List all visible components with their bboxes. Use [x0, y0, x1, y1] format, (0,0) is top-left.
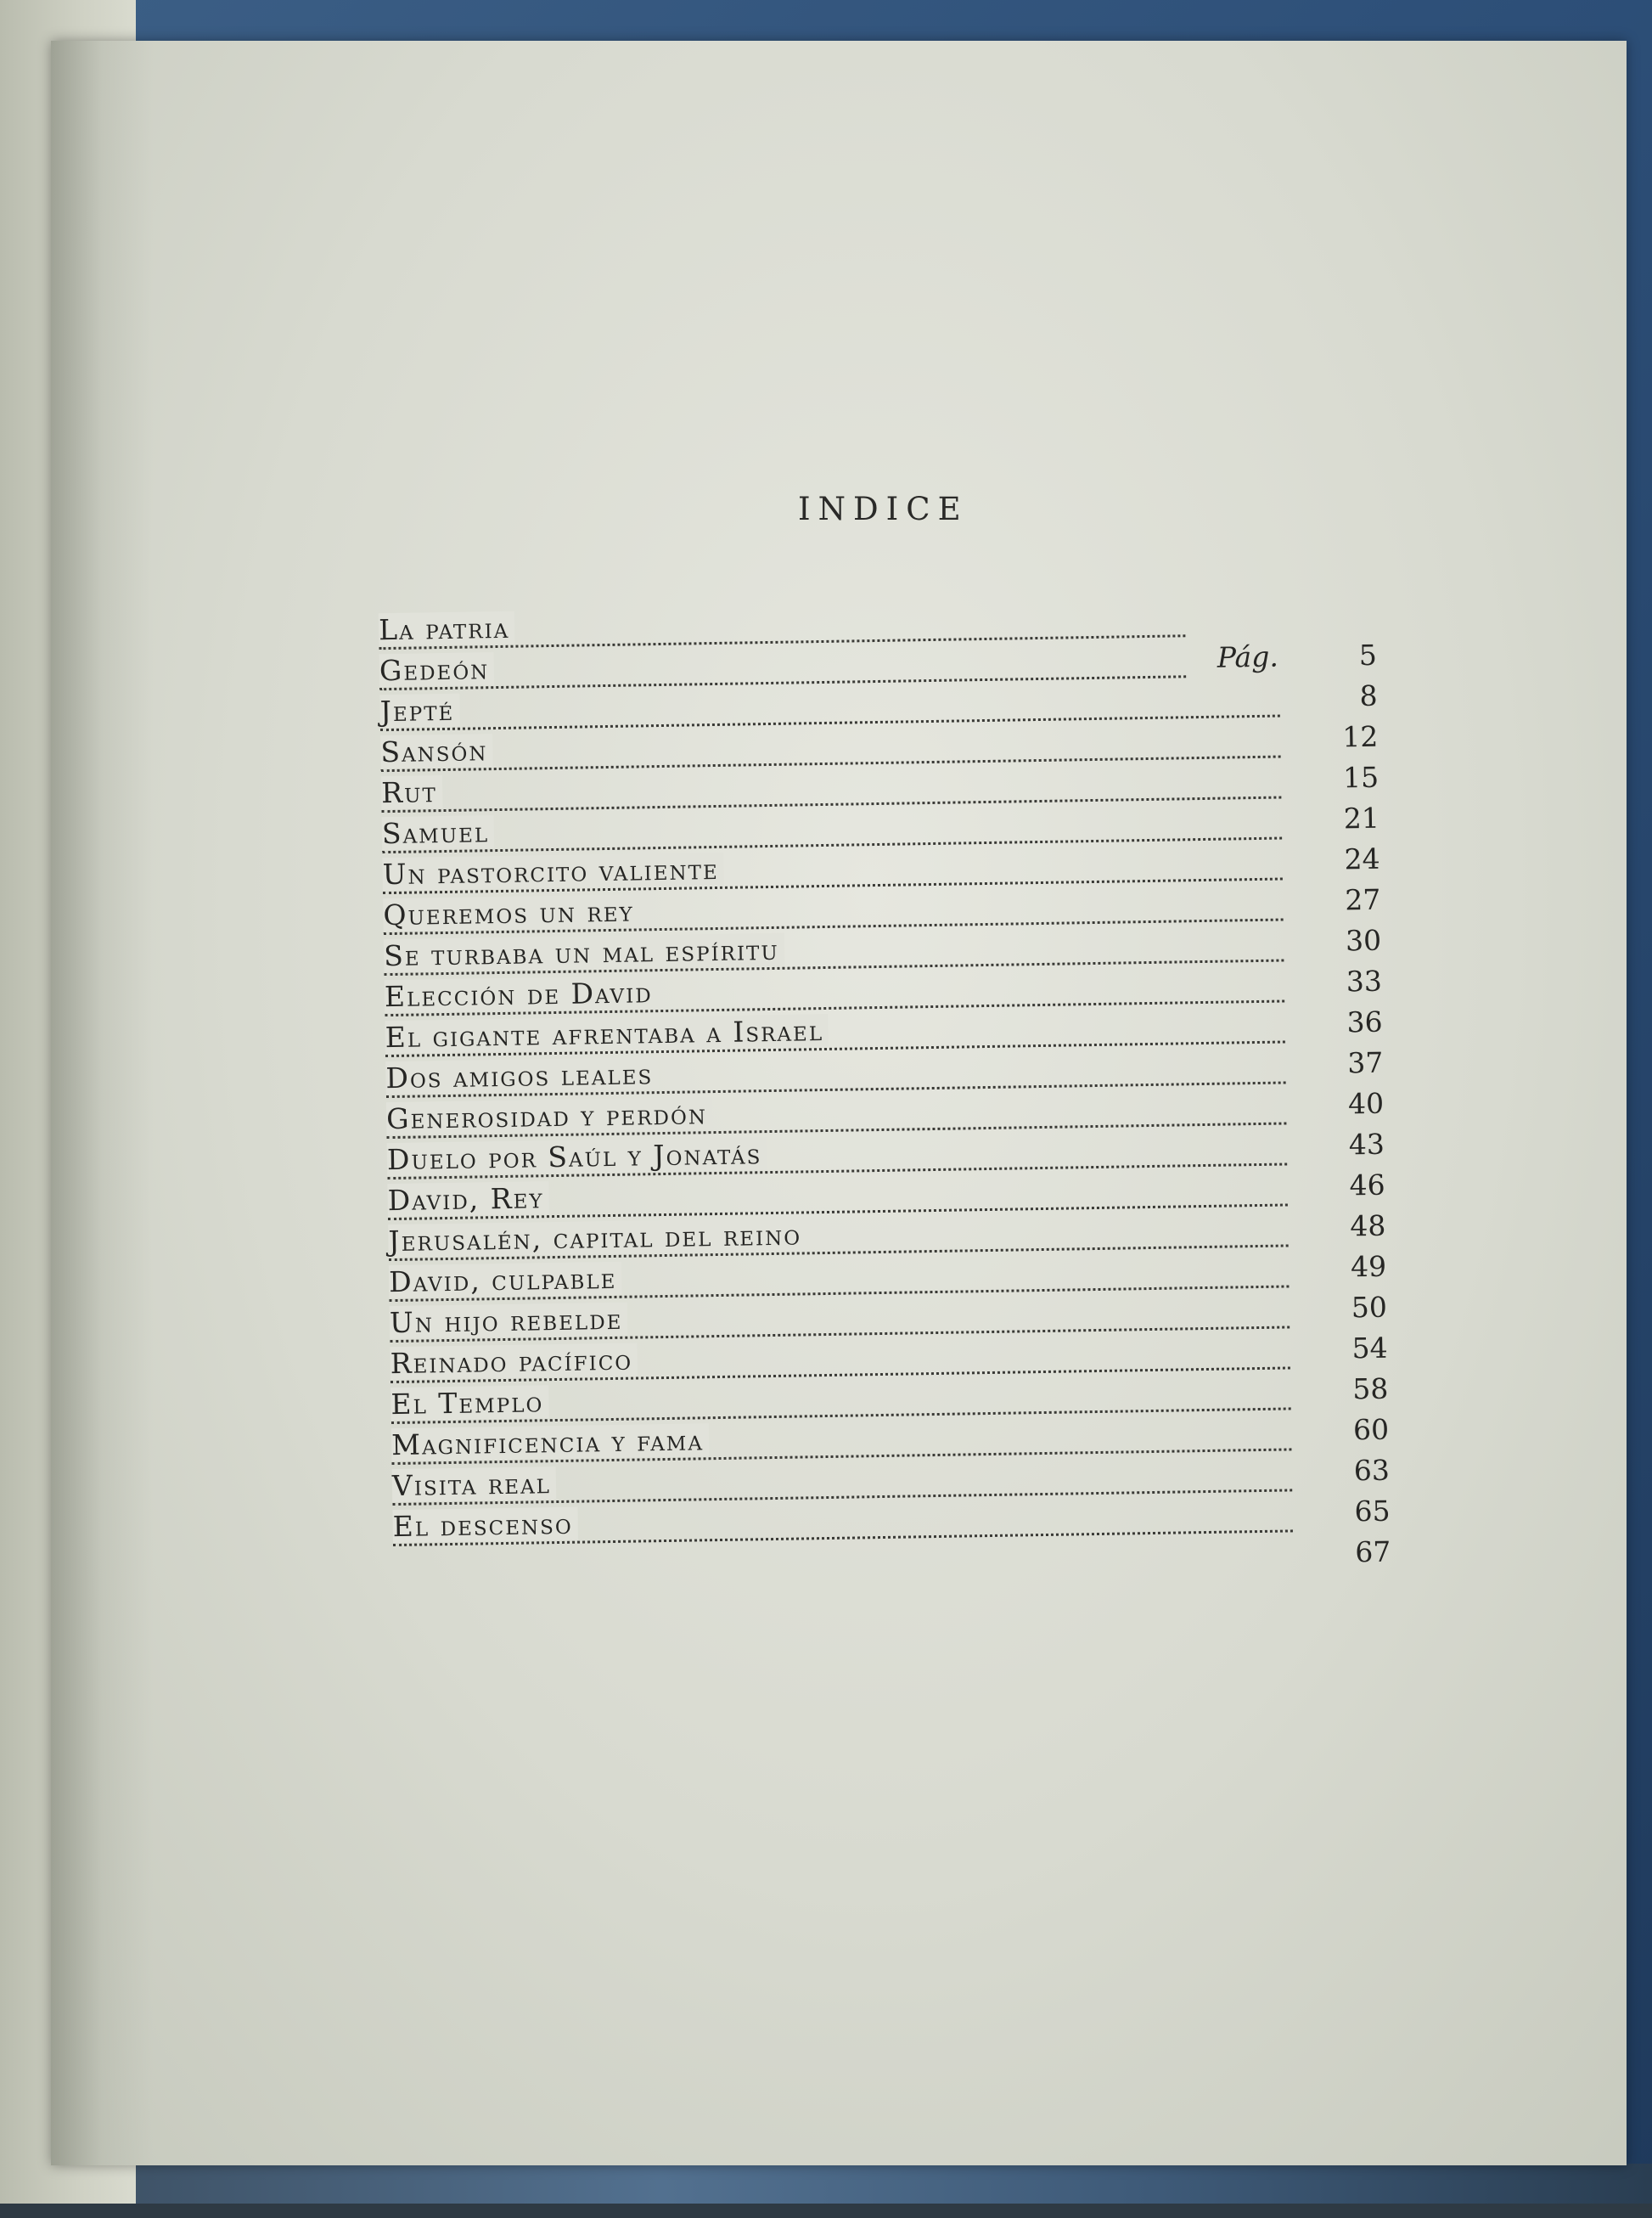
- entry-title: Se turbaba un mal espíritu: [384, 933, 784, 972]
- entry-page-number: 37: [1346, 1045, 1384, 1080]
- entry-page-number: 54: [1351, 1331, 1388, 1365]
- entry-title: Un pastorcito valiente: [382, 853, 724, 891]
- entry-title: Visita real: [392, 1466, 557, 1502]
- entry-page-number: 46: [1349, 1168, 1385, 1202]
- index-heading: INDICE: [798, 491, 969, 527]
- entry-title: David, Rey: [387, 1181, 548, 1217]
- entry-page-number: 15: [1342, 760, 1379, 795]
- entry-title: Queremos un rey: [383, 894, 639, 932]
- entry-title: Rut: [381, 775, 442, 809]
- entry-page-number: 67: [1355, 1534, 1391, 1569]
- entry-title: Elección de David: [385, 976, 658, 1013]
- entry-title: Gedeón: [379, 652, 495, 687]
- entry-title: La patria: [379, 611, 515, 647]
- entry-title: Generosidad y perdón: [386, 1097, 712, 1135]
- entry-page-number: 36: [1346, 1005, 1383, 1039]
- entry-title: David, culpable: [389, 1262, 622, 1298]
- entry-page-number: 5: [1358, 638, 1378, 673]
- entry-title: Sansón: [380, 734, 493, 768]
- entry-title: El descenso: [392, 1507, 578, 1543]
- entry-title: Un hijo rebelde: [390, 1303, 628, 1339]
- entry-page-number: 65: [1354, 1494, 1391, 1528]
- entry-page-number: 21: [1343, 801, 1380, 836]
- entry-page-number: 60: [1352, 1412, 1390, 1447]
- entry-page-number: 58: [1352, 1371, 1389, 1406]
- entry-title: El Templo: [391, 1385, 548, 1421]
- entry-page-number: 33: [1346, 964, 1383, 999]
- entry-title: Jerusalén, capital del reino: [388, 1218, 806, 1258]
- entry-page-number: 30: [1345, 923, 1382, 958]
- entry-page-number: 43: [1348, 1127, 1385, 1162]
- entry-page-number: 8: [1359, 678, 1378, 713]
- entry-page-number: 50: [1351, 1290, 1388, 1325]
- entry-title: Dos amigos leales: [385, 1057, 658, 1095]
- entry-title: Reinado pacífico: [390, 1343, 638, 1381]
- entry-page-number: 40: [1347, 1086, 1385, 1121]
- entry-title: Samuel: [382, 815, 495, 850]
- entry-title: Magnificencia y fama: [391, 1423, 709, 1461]
- entry-page-number: 12: [1341, 719, 1379, 754]
- entry-page-number: 49: [1350, 1249, 1387, 1284]
- entry-page-number: 24: [1344, 842, 1380, 876]
- entry-page-number: 63: [1353, 1453, 1391, 1488]
- entry-title: Duelo por Saúl y Jonatás: [387, 1137, 767, 1176]
- entry-title: El gigante afrentaba a Israel: [385, 1014, 829, 1054]
- page-label: Pág.: [1217, 639, 1279, 674]
- entry-title: Jepté: [379, 694, 459, 728]
- entry-page-number: 27: [1344, 882, 1381, 917]
- entry-page-number: 48: [1350, 1208, 1386, 1243]
